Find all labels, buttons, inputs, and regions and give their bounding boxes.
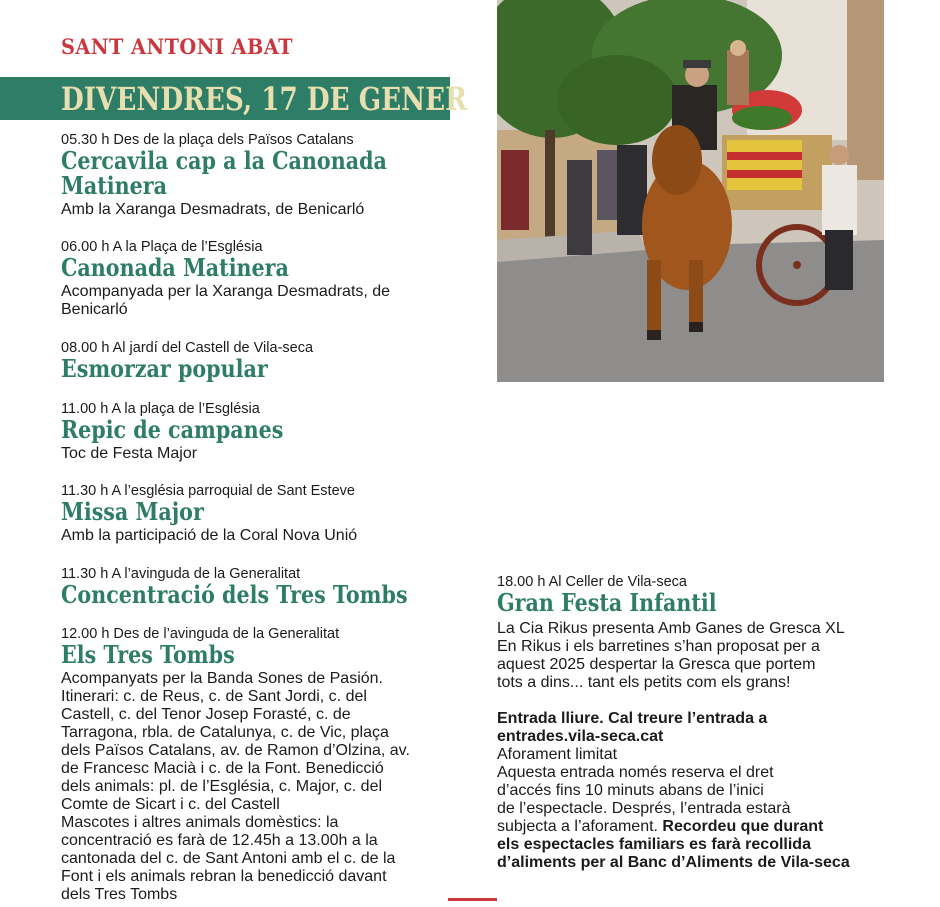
event-time: 18.00 h Al Celler de Vila-seca	[497, 574, 687, 590]
event-cercavila	[61, 132, 464, 219]
event-esmorzar	[61, 340, 464, 381]
notice-bold: Recordeu que durant	[662, 818, 824, 835]
event-time: 08.00 h Al jardí del Castell de Vila-seca	[61, 340, 314, 356]
notice-bold: els espectacles familiars es farà recollida	[497, 836, 811, 853]
event-desc: Acompanyats per la Banda Sones de Pasión.	[61, 670, 383, 687]
event-title-line: Missa Major	[61, 497, 204, 526]
event-title-line: Matinera	[61, 171, 167, 200]
notice-plain: subjecta a l’aforament.	[497, 818, 663, 835]
notice-bold: d’aliments per al Banc d’Aliments de Vila-seca	[497, 854, 850, 871]
event-desc: Mascotes i altres animals domèstics: la	[61, 814, 339, 831]
event-desc: dels Tres Tombs	[61, 886, 178, 903]
bottom-divider	[448, 898, 497, 901]
event-time: 06.00 h A la Plaça de l’Església	[61, 239, 263, 255]
event-desc: de Francesc Macià i c. de la Font. Benedicció	[61, 760, 384, 777]
event-desc: La Cia Rikus presenta Amb Ganes de Gresca XL	[497, 620, 845, 637]
event-title-line: Concentració dels Tres Tombs	[61, 580, 408, 609]
notice-bold: Entrada lliure. Cal treure l’entrada a	[497, 710, 768, 727]
ticket-notice	[497, 710, 884, 872]
festival-title: SANT ANTONI ABAT	[61, 34, 293, 59]
event-desc: Benicarló	[61, 301, 128, 318]
day-title: DIVENDRES, 17 DE GENER	[61, 80, 467, 118]
event-title-line: Repic de campanes	[61, 415, 284, 444]
event-tres-tombs	[61, 626, 464, 904]
event-time: 11.30 h A l’església parroquial de Sant Esteve	[61, 483, 355, 499]
event-desc: tots a dins... tant els petits com els grans!	[497, 674, 791, 691]
event-missa	[61, 483, 464, 545]
event-desc: En Rikus i els barretines s’han proposat per a	[497, 638, 820, 655]
event-repic	[61, 401, 464, 463]
event-time: 12.00 h Des de l’avinguda de la Generalitat	[61, 626, 340, 642]
notice-line: Aforament limitat	[497, 746, 618, 763]
notice-line: d’accés fins 10 minuts abans de l’inici	[497, 782, 764, 799]
event-desc: cantonada del c. de Sant Antoni amb el c. de la	[61, 850, 396, 867]
notice-mixed-line	[497, 818, 884, 836]
event-desc: Toc de Festa Major	[61, 445, 198, 462]
day-banner	[0, 77, 467, 120]
notice-line: de l’espectacle. Després, l’entrada estarà	[497, 800, 791, 817]
event-desc: Acompanyada per la Xaranga Desmadrats, de	[61, 283, 391, 300]
event-desc: Castell, c. del Tenor Josep Forasté, c. de	[61, 706, 351, 723]
event-desc: Font i els animals rebran la benedicció davant	[61, 868, 387, 885]
event-title-line: Els Tres Tombs	[61, 640, 235, 669]
event-desc: dels Països Catalans, av. de Ramon d’Olzina, av.	[61, 742, 410, 759]
event-title-line: Esmorzar popular	[61, 354, 268, 383]
event-gran-festa-infantil	[497, 574, 884, 872]
notice-link-text: entrades.vila-seca.cat	[497, 728, 664, 745]
event-title-line: Gran Festa Infantil	[497, 588, 717, 617]
photo-illustration	[497, 0, 884, 382]
event-title-line: Cercavila cap a la Canonada	[61, 146, 387, 175]
event-desc: Amb la participació de la Coral Nova Unió	[61, 527, 358, 544]
event-desc: dels animals: pl. de l’Església, c. Major, c. del	[61, 778, 383, 795]
notice-line: Aquesta entrada només reserva el dret	[497, 764, 774, 781]
event-canonada	[61, 239, 464, 319]
event-time: 11.30 h A l’avinguda de la Generalitat	[61, 566, 301, 582]
event-desc: Amb la Xaranga Desmadrats, de Benicarló	[61, 201, 365, 218]
event-desc: aquest 2025 despertar la Gresca que portem	[497, 656, 816, 673]
event-time: 11.00 h A la plaça de l’Església	[61, 401, 260, 417]
event-desc: Comte de Sicart i c. del Castell	[61, 796, 280, 813]
photo-tres-tombs-carriage	[497, 0, 884, 382]
event-desc: Tarragona, rbla. de Catalunya, c. de Vic, plaça	[61, 724, 389, 741]
event-concentracio	[61, 566, 464, 607]
event-desc: Itinerari: c. de Reus, c. de Sant Jordi, c. del	[61, 688, 367, 705]
event-time: 05.30 h Des de la plaça dels Països Catalans	[61, 132, 354, 148]
event-desc: concentració es farà de 12.45h a 13.00h a la	[61, 832, 378, 849]
event-title-line: Canonada Matinera	[61, 253, 289, 282]
